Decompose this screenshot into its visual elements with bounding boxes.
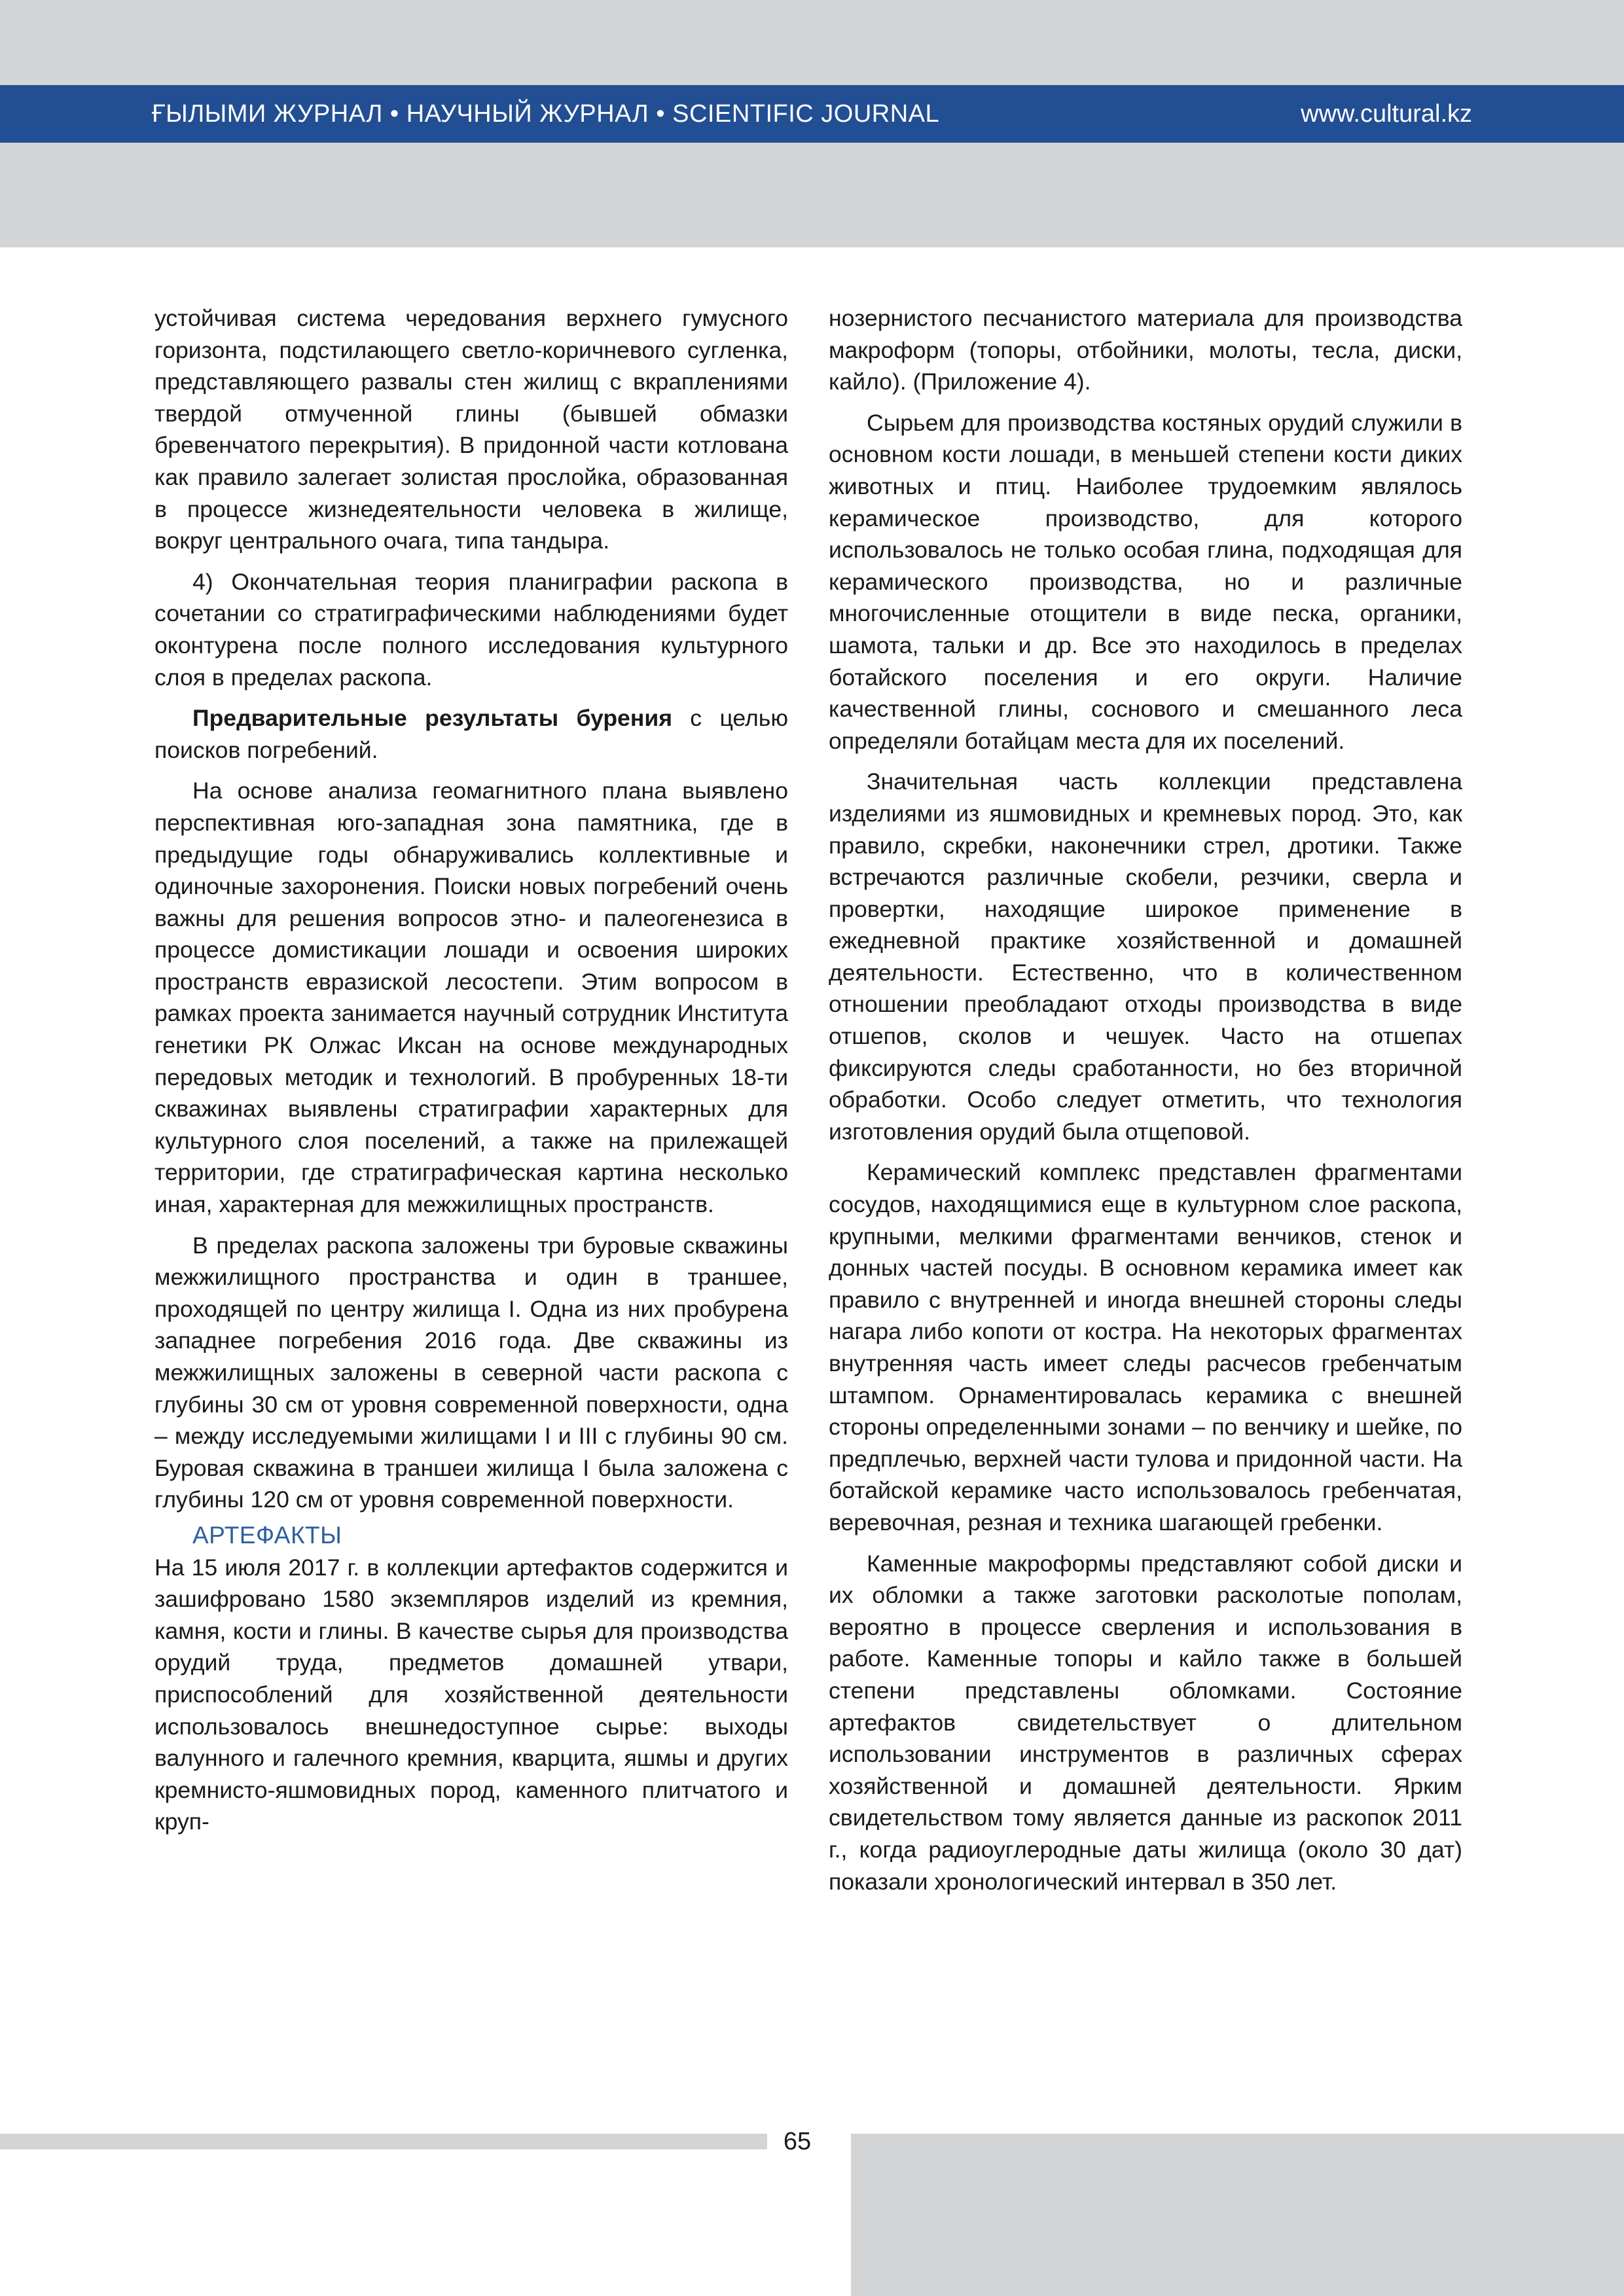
footer-bar bbox=[0, 2134, 767, 2149]
paragraph: Сырьем для производства костяных орудий служили в основном кости лошади, в меньшей степени кости диких животных и птиц. Наиболее трудоемким являлось керамическое производство, для которого использовалось не только особая глина, подходящая для керамического производства, но и различные многочисленные отощители в виде песка, органики, шамота, тальки и др. Все это находилось в пределах ботайского поселения и его округи. Наличие качественной глины, соснового и смешанного леса определяли ботайцам места для их поселений. bbox=[829, 409, 1462, 754]
journal-header-bar bbox=[0, 85, 1624, 143]
section-heading-artefacts: АРТЕФАКТЫ bbox=[192, 1521, 342, 1549]
right-text-column bbox=[829, 302, 1462, 1897]
paragraph: устойчивая система чередования верхнего гумусного горизонта, подстилающего светло-коричневого сугленка, представляющего развалы стен жилищ с вкраплениями твердой отмученной глины (бывшей обмазки бревенчатого перекрытия). В придонной части котлована как правило залегает золистая прослойка, образованная в процессе жизнедеятельности человека в жилище, вокруг центрального очага, типа тандыра. bbox=[154, 305, 788, 554]
website-link[interactable]: www.cultural.kz bbox=[1301, 100, 1472, 128]
paragraph: Каменные макроформы представляют собой диски и их обломки а также заготовки расколотые пополам, вероятно в процессе сверления и использования в работе. Каменные топоры и кайло также в большей степени представлены обломками. Состояние артефактов свидетельствует о длительном использовании инструментов в различных сферах хозяйственной и домашней деятельности. Ярким свидетельством тому является данные из раскопок 2011 г., когда радиоуглеродные даты жилища (около 30 дат) показали хронологический интервал в 350 лет. bbox=[829, 1550, 1462, 1895]
paragraph: Керамический комплекс представлен фрагментами сосудов, находящимися еще в культурном слое раскопа, крупными, мелкими фрагментами венчиков, стенок и донных частей посуды. В основном керамика имеет как правило с внутренней и иногда внешней стороны следы нагара либо копоти от костра. На некоторых фрагментах внутренняя часть имеет следы расчесов гребенчатым штампом. Орнаментировалась керамика с внешней стороны определенными зонами – по венчику и шейке, по предплечью, верхней части тулова и придонной части. На ботайской керамике часто использовалось гребенчатая, веревочная, резная и техника шагающей гребенки. bbox=[829, 1159, 1462, 1535]
paragraph: Значительная часть коллекции представлена изделиями из яшмовидных и кремневых пород. Это, как правило, скребки, наконечники стрел, дротики. Также встречаются различные скобели, резчики, сверла и провертки, находящие широкое применение в ежедневной практике хозяйственной и домашней деятельности. Естественно, что в количественном отношении преобладают отходы производства в виде отшепов, сколов и чешуек. Часто на отшепах фиксируются следы сработанности, но без вторичной обработки. Особо следует отметить, что технология изготовления орудий была отщеповой. bbox=[829, 768, 1462, 1145]
bold-lead-text: Предварительные результаты бурения bbox=[192, 705, 672, 732]
paragraph: нозернистого песчанистого материала для производства макроформ (топоры, отбойники, молоты, тесла, диски, кайло). (Приложение 4). bbox=[829, 305, 1462, 395]
journal-title: ҒЫЛЫМИ ЖУРНАЛ • НАУЧНЫЙ ЖУРНАЛ • SCIENTIFIC JOURNAL bbox=[152, 100, 940, 128]
paragraph: В пределах раскопа заложены три буровые скважины межжилищного пространства и один в траншее, проходящей по центру жилища I. Одна из них пробурена западнее погребения 2016 года. Две скважины из межжилищных заложены в северной части раскопа с глубины 30 см от уровня современной поверхности, одна – между исследуемыми жилищами I и III с глубины 90 см. Буровая скважина в траншеи жилища I была заложена с глубины 120 см от уровня современной поверхности. bbox=[154, 1232, 788, 1513]
page-number: 65 bbox=[783, 2128, 812, 2155]
paragraph-with-lead bbox=[154, 702, 788, 766]
lead-continuation: с целью поисков погребений. bbox=[154, 705, 789, 763]
left-text-column bbox=[154, 302, 788, 1838]
footer-block bbox=[851, 2134, 1624, 2296]
paragraph: 4) Окончательная теория планиграфии раскопа в сочетании со стратиграфическими наблюдениями будет оконтурена после полного исследования культурного слоя в пределах раскопа. bbox=[154, 568, 788, 691]
paragraph: На 15 июля 2017 г. в коллекции артефактов содержится и зашифровано 1580 экземпляров изделий из кремния, камня, кости и глины. В качестве сырья для производства орудий труда, предметов домашней утвари, приспособлений для хозяйственной деятельности использовалось внешнедоступное сырье: выходы валунного и галечного кремния, кварцита, яшмы и других кремнисто-яшмовидных пород, каменного плитчатого и круп- bbox=[154, 1554, 788, 1835]
paragraph: На основе анализа геомагнитного плана выявлено перспективная юго-западная зона памятника, где в предыдущие годы обнаруживались коллективные и одиночные захоронения. Поиски новых погребений очень важны для решения вопросов этно- и палеогенезиса в процессе домистикации лошади и освоения широких пространств евразиской лесостепи. Этим вопросом в рамках проекта занимается научный сотрудник Института генетики РК Олжас Иксан на основе международных передовых методик и технологий. В пробуренных 18-ти скважинах выявлены стратиграфии характерных для культурного слоя поселений, а также на прилежащей территории, где стратиграфическая картина несколько иная, характерная для межжилищных пространств. bbox=[154, 778, 788, 1218]
